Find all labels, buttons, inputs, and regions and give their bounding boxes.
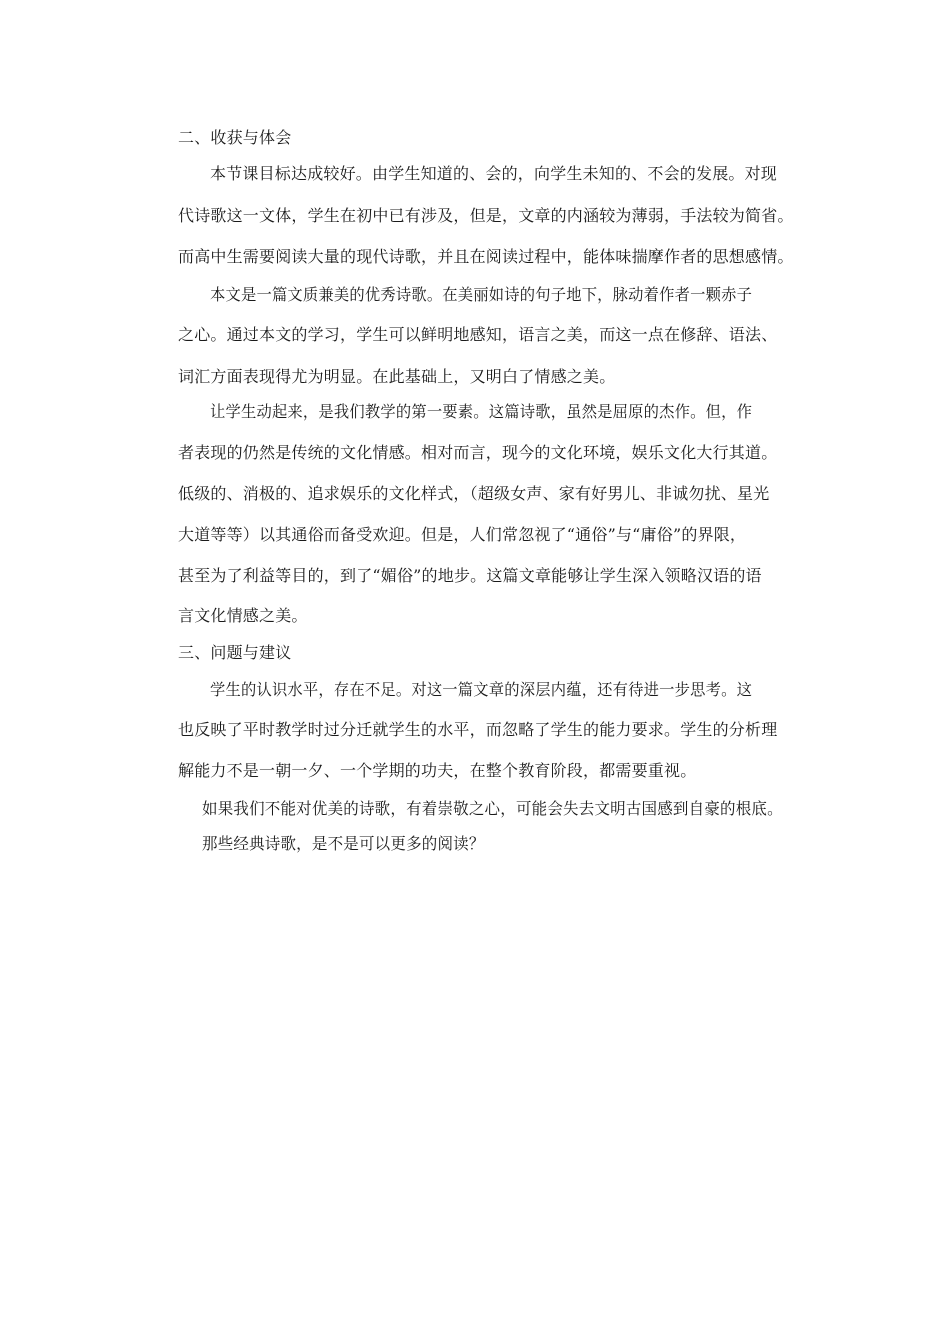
paragraph-line: 解能力不是一朝一夕、一个学期的功夫，在整个教育阶段，都需要重视。 (178, 761, 697, 780)
paragraph-line: 之心。通过本文的学习，学生可以鲜明地感知，语言之美，而这一点在修辞、语法、 (178, 325, 778, 344)
paragraph-line: 者表现的仍然是传统的文化情感。相对而言，现今的文化环境，娱乐文化大行其道。 (178, 443, 778, 462)
paragraph-line: 甚至为了利益等目的，到了“媚俗”的地步。这篇文章能够让学生深入领略汉语的语 (178, 566, 762, 585)
paragraph-line: 如果我们不能对优美的诗歌，有着崇敬之心，可能会失去文明古国感到自豪的根底。 (202, 799, 783, 818)
paragraph-line: 本文是一篇文质兼美的优秀诗歌。在美丽如诗的句子地下，脉动着作者一颗赤子 (210, 285, 753, 304)
paragraph-line: 词汇方面表现得尤为明显。在此基础上，又明白了情感之美。 (178, 367, 616, 386)
paragraph-line: 让学生动起来，是我们教学的第一要素。这篇诗歌，虽然是屈原的杰作。但，作 (210, 402, 753, 421)
paragraph-line: 而高中生需要阅读大量的现代诗歌，并且在阅读过程中，能体味揣摩作者的思想感情。 (178, 247, 794, 266)
paragraph-line: 低级的、消极的、追求娱乐的文化样式，（超级女声、家有好男儿、非诚勿扰、星光 (178, 484, 770, 503)
paragraph-line: 那些经典诗歌，是不是可以更多的阅读？ (202, 834, 485, 853)
paragraph-line: 本节课目标达成较好。由学生知道的、会的，向学生未知的、不会的发展。对现 (210, 164, 778, 183)
section-heading-problems: 三、问题与建议 (178, 643, 292, 662)
paragraph-line: 大道等等）以其通俗而备受欢迎。但是，人们常忽视了“通俗”与“庸俗”的界限， (178, 525, 747, 544)
paragraph-line: 学生的认识水平，存在不足。对这一篇文章的深层内蕴，还有待进一步思考。这 (210, 680, 753, 699)
section-heading-harvest: 二、收获与体会 (178, 128, 292, 147)
paragraph-line: 言文化情感之美。 (178, 606, 308, 625)
paragraph-line: 也反映了平时教学时过分迁就学生的水平，而忽略了学生的能力要求。学生的分析理 (178, 720, 778, 739)
paragraph-line: 代诗歌这一文体，学生在初中已有涉及，但是，文章的内涵较为薄弱，手法较为简省。 (178, 206, 794, 225)
